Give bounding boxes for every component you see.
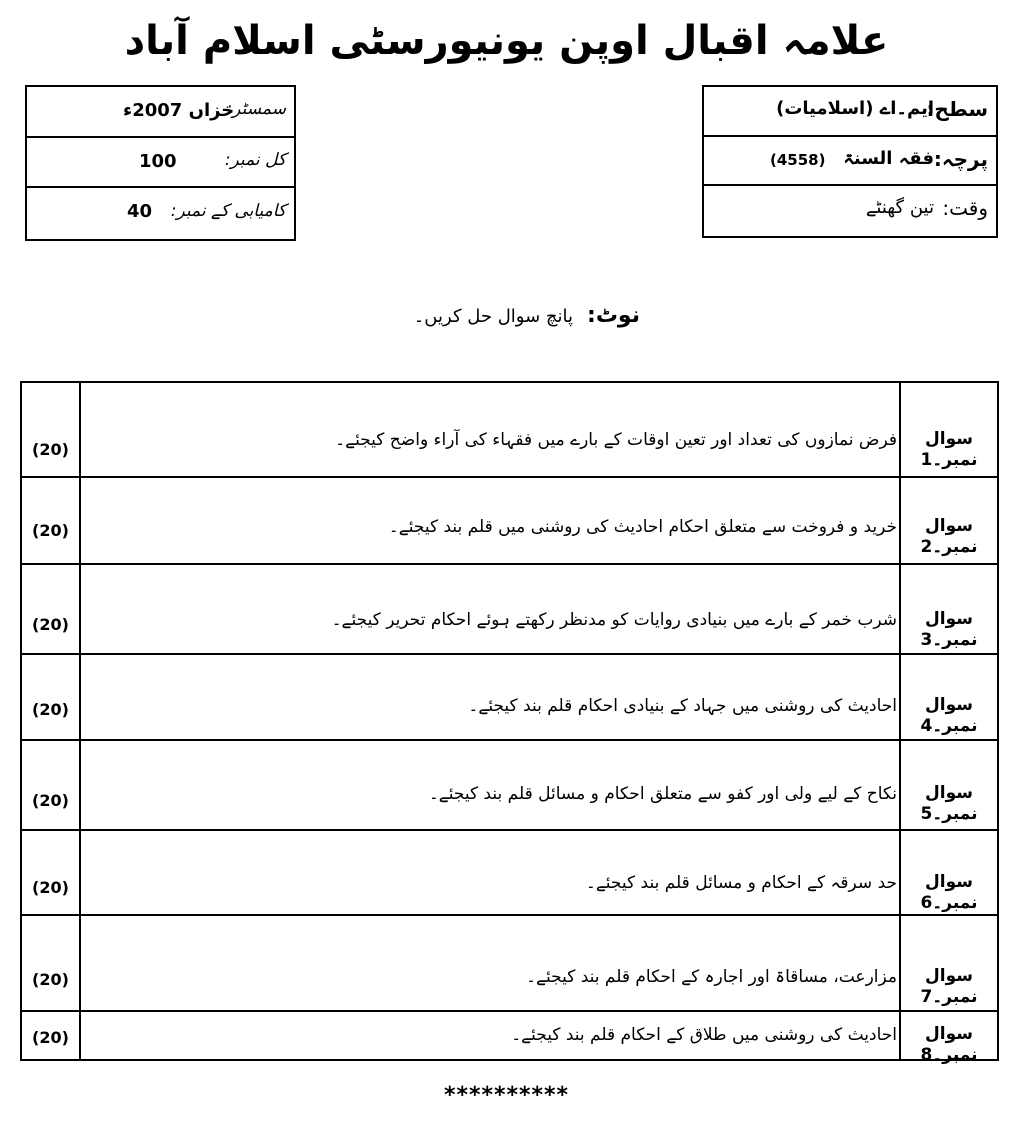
total-marks-value: 100	[139, 150, 177, 172]
pass-marks-label: کامیابی کے نمبر:	[170, 201, 286, 222]
question-row	[22, 1012, 997, 1065]
question-row	[22, 383, 997, 478]
question-number: سوال نمبر۔7	[920, 966, 978, 1007]
instruction-note	[380, 303, 640, 328]
question-text: احادیث کی روشنی میں طلاق کے احکام قلم بند کیجئے۔	[511, 1025, 897, 1045]
level-row	[704, 87, 996, 137]
question-text: احادیث کی روشنی میں جہاد کے بنیادی احکام قلم بند کیجئے۔	[468, 696, 897, 716]
paper-code: (4558)	[770, 150, 826, 169]
pass-marks-row	[27, 188, 294, 239]
time-value: تین گھنٹے	[865, 197, 934, 219]
semester-row	[27, 87, 294, 138]
question-row	[22, 565, 997, 655]
level-value: ایم۔اے (اسلامیات)	[776, 98, 934, 119]
note-label: نوٹ:	[587, 303, 640, 328]
question-number: سوال نمبر۔8	[920, 1024, 978, 1065]
pass-marks-value: 40	[127, 201, 153, 223]
question-row	[22, 478, 997, 565]
question-text: خرید و فروخت سے متعلق احکام احادیث کی روشنی میں قلم بند کیجئے۔	[388, 517, 897, 537]
question-marks: (20)	[32, 1028, 69, 1047]
question-text: شرب خمر کے بارے میں بنیادی روایات کو مدنظر رکھتے ہوئے احکام تحریر کیجئے۔	[331, 610, 897, 630]
question-marks: (20)	[32, 615, 69, 634]
semester-value: خزاں 2007ء	[123, 100, 235, 121]
question-number: سوال نمبر۔6	[920, 872, 978, 913]
time-label: وقت:	[942, 196, 988, 221]
questions-table	[20, 381, 999, 1065]
question-text: مزارعت، مساقاۃ اور اجارہ کے احکام قلم بند کیجئے۔	[526, 967, 897, 987]
paper-label: پرچہ:	[933, 146, 988, 171]
university-title: علامہ اقبال اوپن یونیورسٹی اسلام آباد	[124, 18, 889, 64]
note-text: پانچ سوال حل کریں۔	[413, 306, 574, 327]
question-number: سوال نمبر۔3	[920, 609, 978, 650]
question-number: سوال نمبر۔1	[920, 429, 978, 470]
paper-value: فقہ السنۃ	[843, 147, 934, 169]
question-marks: (20)	[32, 970, 69, 989]
question-number: سوال نمبر۔2	[920, 516, 978, 557]
question-row	[22, 831, 997, 916]
end-of-paper-stars: **********	[443, 1083, 570, 1108]
time-row	[704, 186, 996, 236]
question-text: نکاح کے لیے ولی اور کفو سے متعلق احکام و مسائل قلم بند کیجئے۔	[428, 784, 897, 804]
question-row	[22, 655, 997, 741]
exam-info-box	[25, 85, 296, 241]
question-marks: (20)	[32, 878, 69, 897]
level-label: سطح:	[926, 97, 988, 121]
question-marks: (20)	[32, 521, 69, 540]
question-text: حد سرقہ کے احکام و مسائل قلم بند کیجئے۔	[585, 873, 897, 893]
question-marks: (20)	[32, 791, 69, 810]
question-number: سوال نمبر۔5	[920, 783, 978, 824]
question-marks: (20)	[32, 700, 69, 719]
semester-label: سمسٹر:	[226, 99, 286, 119]
question-number: سوال نمبر۔4	[920, 695, 978, 736]
course-info-box	[702, 85, 998, 238]
question-text: فرض نمازوں کی تعداد اور تعین اوقات کے بارے میں فقہاء کی آراء واضح کیجئے۔	[335, 430, 897, 450]
total-marks-row	[27, 138, 294, 189]
question-row	[22, 741, 997, 831]
paper-row	[704, 137, 996, 187]
total-marks-label: کل نمبر:	[224, 149, 286, 170]
question-marks: (20)	[32, 440, 69, 459]
question-row	[22, 916, 997, 1012]
